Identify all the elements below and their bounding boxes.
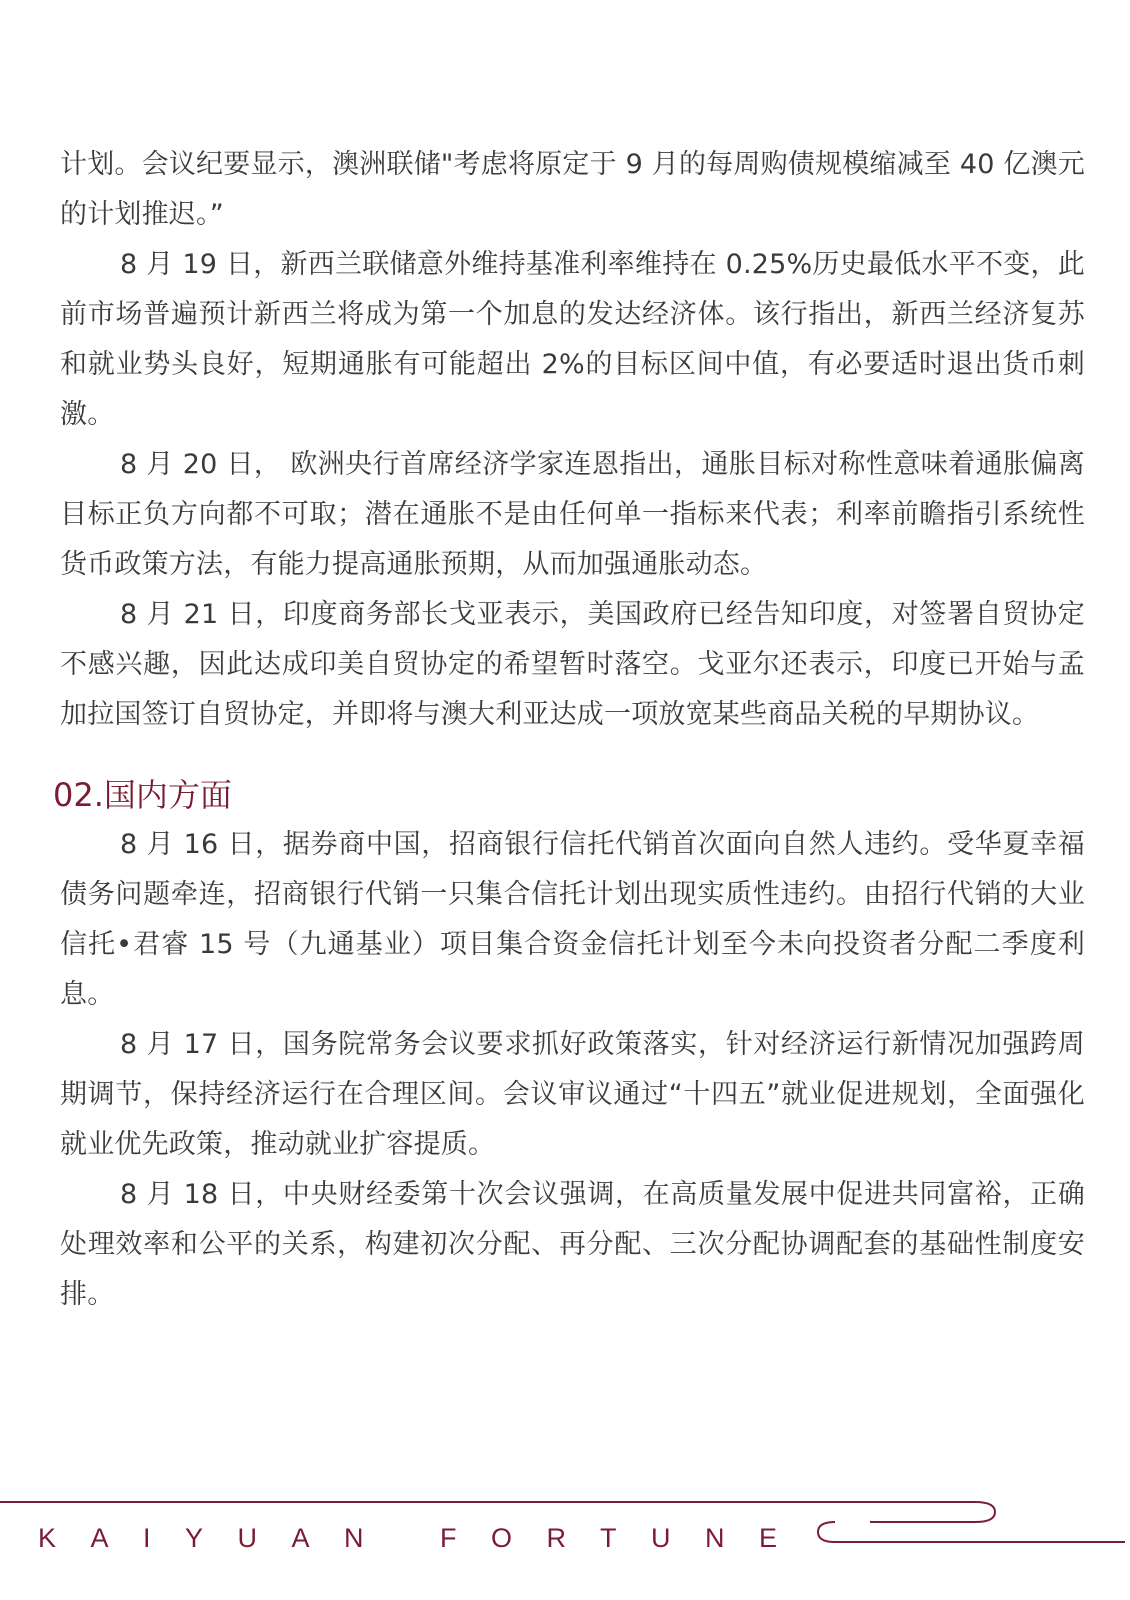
section-heading-domestic: 02.国内方面	[53, 776, 232, 814]
paragraph-ecb: 8 月 20 日， 欧洲央行首席经济学家连恩指出，通胀目标对称性意味着通胀偏离目标正负方向都不可取；潜在通胀不是由任何单一指标来代表；利率前瞻指引系统性货币政策方法，有能力提高通胀预期，从而加强通胀动态。	[60, 449, 1085, 580]
brand-wordmark: KAIYUAN FORTUNE	[38, 1523, 812, 1553]
paragraph-state-council: 8 月 17 日，国务院常务会议要求抓好政策落实，针对经济运行新情况加强跨周期调节，保持经济运行在合理区间。会议审议通过“十四五”就业促进规划，全面强化就业优先政策，推动就业扩容提质。	[60, 1029, 1085, 1160]
paragraph-cmb-trust: 8 月 16 日，据券商中国，招商银行信托代销首次面向自然人违约。受华夏幸福债务问题牵连，招商银行代销一只集合信托计划出现实质性违约。由招行代销的大业信托•君睿 15 号（九通基业）项目集合资金信托计划至今未向投资者分配二季度利息。	[60, 829, 1085, 1010]
paragraph-india-trade: 8 月 21 日，印度商务部长戈亚表示，美国政府已经告知印度，对签署自贸协定不感兴趣，因此达成印美自贸协定的希望暂时落空。戈亚尔还表示，印度已开始与孟加拉国签订自贸协定，并即将与澳大利亚达成一项放宽某些商品关税的早期协议。	[60, 599, 1085, 730]
article-body	[53, 140, 1085, 1320]
paragraph-continuation: 计划。会议纪要显示，澳洲联储"考虑将原定于 9 月的每周购债规模缩减至 40 亿澳元的计划推迟。”	[60, 149, 1085, 230]
paragraph-nz-rate: 8 月 19 日，新西兰联储意外维持基准利率维持在 0.25%历史最低水平不变，此前市场普遍预计新西兰将成为第一个加息的发达经济体。该行指出，新西兰经济复苏和就业势头良好，短期通胀有可能超出 2%的目标区间中值，有必要适时退出货币刺激。	[60, 249, 1085, 430]
paragraph-common-prosperity: 8 月 18 日，中央财经委第十次会议强调，在高质量发展中促进共同富裕，正确处理效率和公平的关系，构建初次分配、再分配、三次分配协调配套的基础性制度安排。	[60, 1179, 1085, 1310]
